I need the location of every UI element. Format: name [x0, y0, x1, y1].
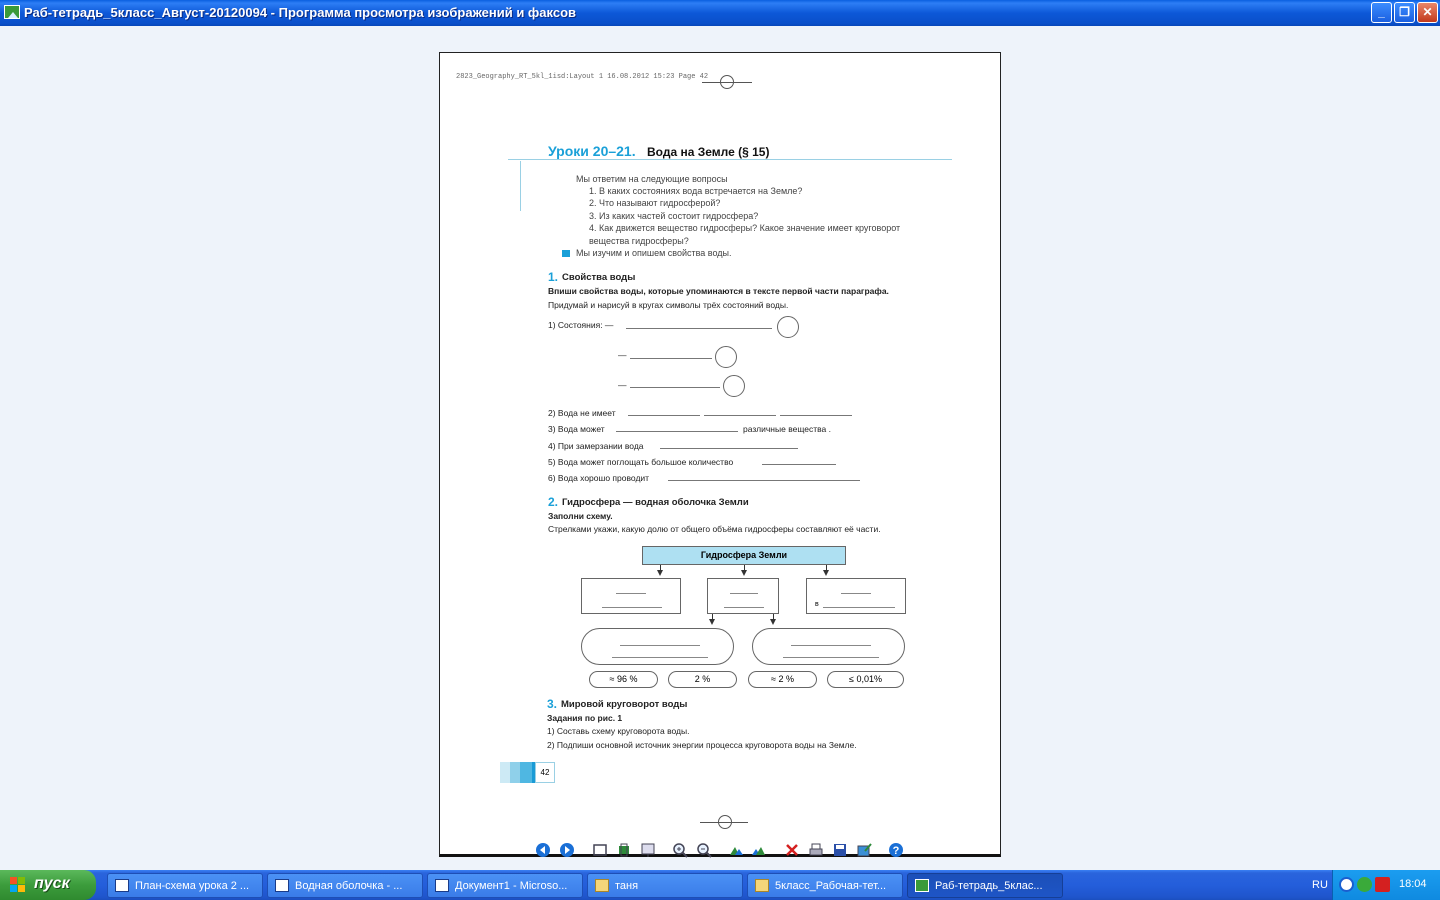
scheme-oval-1[interactable] [581, 628, 734, 665]
question-3: 3. Из каких частей состоит гидросфера? [589, 211, 759, 221]
title-rule [508, 159, 952, 160]
section2-instruction-bold: Заполни схему. [548, 511, 613, 521]
taskbar-item-label: таня [615, 880, 639, 892]
percent-badge-3: ≈ 2 % [748, 671, 817, 688]
taskbar-item-label: Документ1 - Microso... [455, 880, 568, 892]
answer-line[interactable] [626, 328, 772, 329]
zoom-in-icon[interactable] [671, 842, 689, 860]
next-image-icon[interactable] [558, 842, 576, 860]
taskbar-item-5class[interactable] [747, 873, 903, 898]
dash-2: — [618, 350, 627, 360]
section2-number: 2. [548, 495, 559, 509]
answer-line[interactable] [762, 464, 836, 465]
section2-title: Гидросфера — водная оболочка Земли [562, 497, 749, 508]
network-icon[interactable] [1357, 877, 1372, 892]
dash-3: — [618, 380, 627, 390]
section1-instruction-bold: Впиши свойства воды, которые упоминаются в тексте первой части параграфа. [548, 286, 889, 296]
percent-badge-2: 2 % [668, 671, 737, 688]
image-viewer-icon [915, 879, 929, 892]
start-label: пуск [34, 875, 70, 892]
section3-number: 3. [547, 697, 558, 711]
section3-subtitle: Задания по рис. 1 [547, 713, 623, 723]
print-icon[interactable] [807, 842, 825, 860]
antivirus-icon[interactable] [1375, 877, 1390, 892]
maximize-button[interactable]: ❐ [1394, 2, 1415, 23]
print-meta: 2823_Geography_RT_5kl_1isd:Layout 1 16.08.2012 15:23 Page 42 [456, 73, 709, 81]
start-button[interactable] [0, 870, 96, 900]
best-fit-icon[interactable] [591, 842, 609, 860]
folder-icon [595, 879, 609, 892]
actual-size-icon[interactable] [615, 842, 633, 860]
scheme-box-2[interactable] [707, 578, 779, 614]
windows-logo-icon [10, 877, 26, 893]
prev-image-icon[interactable] [534, 842, 552, 860]
window-title-bar[interactable] [0, 0, 1440, 26]
workbook-page [439, 52, 1001, 857]
arrow-bullet-icon [562, 250, 570, 257]
page-number-strip [500, 762, 595, 783]
answer-line[interactable] [780, 415, 852, 416]
word-document-icon [435, 879, 449, 892]
language-indicator[interactable]: RU [1312, 879, 1328, 891]
percent-badge-1: ≈ 96 % [589, 671, 658, 688]
folder-icon [755, 879, 769, 892]
scheme-oval-2[interactable] [752, 628, 905, 665]
rotate-clockwise-icon[interactable] [727, 842, 745, 860]
scheme-box-3[interactable] [806, 578, 906, 614]
close-button[interactable]: ✕ [1417, 2, 1438, 23]
answer-line[interactable] [630, 358, 712, 359]
section1-instruction: Придумай и нарисуй в кругах символы трёх состояний воды. [548, 300, 789, 310]
scheme-box-3-prefix: в [815, 601, 819, 608]
state-circle-2[interactable] [715, 346, 737, 368]
property-item-3: 3) Вода может [548, 424, 605, 434]
lesson-number: Уроки 20–21. [548, 143, 636, 159]
answer-line[interactable] [630, 387, 720, 388]
state-circle-1[interactable] [777, 316, 799, 338]
windows-taskbar [0, 870, 1440, 900]
title-side-rule [520, 161, 521, 211]
arrow-down-icon [823, 570, 829, 576]
taskbar-item-tanya[interactable] [587, 873, 743, 898]
show-hidden-icons-icon[interactable] [1339, 877, 1354, 892]
section1-title: Свойства воды [562, 272, 636, 283]
viewer-toolbar [0, 838, 1440, 866]
edit-icon[interactable] [855, 842, 873, 860]
taskbar-item-viewer[interactable] [907, 873, 1063, 898]
answer-line[interactable] [668, 480, 860, 481]
percent-badge-4: ≤ 0,01% [827, 671, 904, 688]
arrow-down-icon [770, 619, 776, 625]
taskbar-item-label: Водная оболочка - ... [295, 880, 403, 892]
image-viewer-area [0, 26, 1440, 870]
taskbar-item-plan[interactable] [107, 873, 263, 898]
question-4: 4. Как движется вещество гидросферы? Какое значение имеет круговорот [589, 223, 901, 233]
scheme-header-box: Гидросфера Земли [642, 546, 846, 565]
section2-instruction: Стрелками укажи, какую долю от общего объёма гидросферы составляют её части. [548, 524, 881, 534]
answer-line[interactable] [616, 431, 738, 432]
property-item-5: 5) Вода может поглощать большое количество [548, 457, 734, 467]
lesson-title: Вода на Земле (§ 15) [647, 145, 770, 159]
taskbar-item-label: Раб-тетрадь_5клас... [935, 880, 1043, 892]
crop-mark-line [702, 82, 752, 83]
crop-mark-line [700, 822, 748, 823]
section3-task-1: 1) Составь схему круговорота воды. [547, 726, 690, 736]
save-icon[interactable] [831, 842, 849, 860]
section1-number: 1. [548, 270, 559, 284]
states-label: 1) Состояния: — [548, 320, 614, 330]
svg-text:?: ? [892, 845, 900, 857]
arrow-down-icon [741, 570, 747, 576]
property-item-2: 2) Вода не имеет [548, 408, 616, 418]
question-4-cont: вещества гидросферы? [589, 236, 689, 246]
section3-title: Мировой круговорот воды [561, 699, 688, 710]
minimize-button[interactable]: _ [1371, 2, 1392, 23]
scheme-box-1[interactable] [581, 578, 681, 614]
image-viewer-icon [4, 5, 20, 19]
page-number: 42 [535, 762, 555, 783]
property-item-4: 4) При замерзании вода [548, 441, 644, 451]
study-line: Мы изучим и опишем свойства воды. [576, 248, 732, 258]
word-document-icon [275, 879, 289, 892]
rotate-counterclockwise-icon[interactable] [750, 842, 768, 860]
clock[interactable]: 18:04 [1399, 878, 1427, 890]
property-item-6: 6) Вода хорошо проводит [548, 473, 650, 483]
word-document-icon [115, 879, 129, 892]
question-2: 2. Что называют гидросферой? [589, 198, 721, 208]
answer-line[interactable] [660, 448, 798, 449]
taskbar-item-label: 5класс_Рабочая-тет... [775, 880, 887, 892]
help-icon[interactable] [887, 842, 905, 860]
taskbar-item-label: План-схема урока 2 ... [135, 880, 250, 892]
arrow-down-icon [657, 570, 663, 576]
taskbar-item-water[interactable] [267, 873, 423, 898]
answer-line[interactable] [628, 415, 700, 416]
taskbar-item-document1[interactable] [427, 873, 583, 898]
arrow-down-icon [709, 619, 715, 625]
delete-icon[interactable] [783, 842, 801, 860]
slideshow-icon[interactable] [639, 842, 657, 860]
intro-line: Мы ответим на следующие вопросы [576, 174, 728, 184]
zoom-out-icon[interactable] [695, 842, 713, 860]
property-item-3-tail: различные вещества . [743, 424, 831, 434]
state-circle-3[interactable] [723, 375, 745, 397]
question-1: 1. В каких состояниях вода встречается на Земле? [589, 186, 803, 196]
window-title: Раб-тетрадь_5класс_Август-20120094 - Программа просмотра изображений и факсов [24, 5, 577, 20]
section3-task-2: 2) Подпиши основной источник энергии процесса круговорота воды на Земле. [547, 740, 857, 750]
system-tray [1332, 870, 1440, 900]
answer-line[interactable] [704, 415, 776, 416]
